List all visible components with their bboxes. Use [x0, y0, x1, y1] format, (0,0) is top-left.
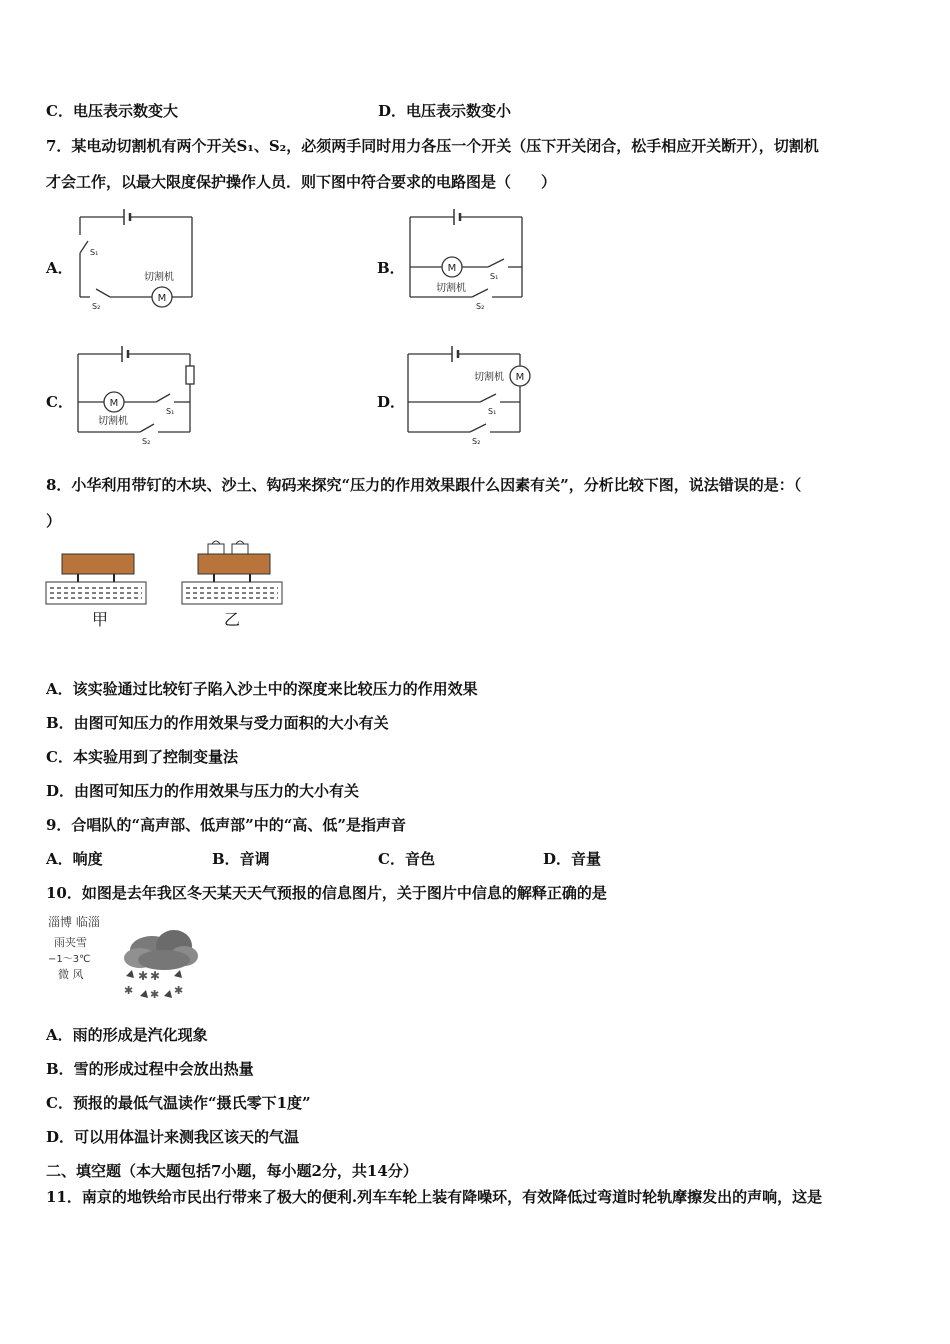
q8-option-c: C．本实验用到了控制变量法 [46, 748, 238, 766]
q10-option-a: A．雨的形成是汽化现象 [46, 1026, 208, 1044]
s1-label-a: S₁ [90, 248, 99, 257]
motor-label-d: M [515, 372, 525, 383]
sleet-icon [124, 969, 183, 1001]
q7-label-b: B． [377, 259, 405, 277]
q8-option-a: A．该实验通过比较钉子陷入沙土中的深度来比较压力的作用效果 [46, 680, 478, 698]
s2-label-c: S₂ [142, 437, 151, 446]
circuit-diagram-c [70, 340, 200, 452]
q10-option-c: C．预报的最低气温读作“摄氏零下1度” [46, 1094, 311, 1112]
s1-label-b: S₁ [490, 272, 499, 281]
svg-text:✱: ✱ [174, 984, 184, 997]
pressure-figure-yi [176, 538, 286, 632]
pressure-figure-jia [40, 548, 150, 632]
s1-label-c: S₁ [166, 407, 175, 416]
q7-label-c: C． [46, 393, 73, 411]
q9-option-c: C．音色 [378, 850, 435, 868]
q9-option-d: D．音量 [543, 850, 602, 868]
cutter-label-c: 切割机 [98, 416, 128, 427]
motor-label-a: M [157, 293, 167, 304]
motor-label-c: M [109, 398, 119, 409]
weather-forecast-figure [44, 910, 204, 1006]
q11-stem: 11．南京的地铁给市民出行带来了极大的便利.列车车轮上装有降噪环，有效降低过弯道时轮轨摩擦发出的声响，这是 [46, 1188, 823, 1206]
figure-label-jia: 甲 [91, 610, 109, 629]
weather-condition: 雨夹雪 [54, 936, 87, 949]
svg-text:✱: ✱ [124, 984, 134, 997]
s1-label-d: S₁ [488, 407, 497, 416]
circuit-diagram-d [400, 340, 540, 452]
q10-option-d: D．可以用体温计来测我区该天的气温 [46, 1128, 300, 1146]
q9-option-b: B．音调 [212, 850, 270, 868]
q7-stem-line-2: 才会工作，以最大限度保护操作人员．则下图中符合要求的电路图是（ ） [46, 173, 557, 191]
figure-label-yi: 乙 [223, 610, 241, 629]
weather-city: 淄博 临淄 [48, 915, 100, 929]
weather-wind: 微 风 [58, 968, 84, 981]
q10-stem: 10．如图是去年我区冬天某天天气预报的信息图片，关于图片中信息的解释正确的是 [46, 884, 607, 902]
q8-option-d: D．由图可知压力的作用效果与压力的大小有关 [46, 782, 360, 800]
s2-label-a: S₂ [92, 302, 101, 311]
weather-temp: −1～3℃ [48, 954, 91, 965]
circuit-diagram-b [402, 205, 532, 315]
svg-text:✱: ✱ [138, 969, 149, 983]
cloud-icon [124, 930, 198, 970]
q9-option-a: A．响度 [46, 850, 103, 868]
q10-option-b: B．雪的形成过程中会放出热量 [46, 1060, 254, 1078]
s2-label-b: S₂ [476, 302, 485, 311]
cutter-label-d: 切割机 [474, 372, 504, 383]
svg-text:✱: ✱ [150, 969, 161, 983]
circuit-diagram-a [72, 205, 202, 315]
q7-label-a: A． [46, 259, 73, 277]
section-2-title: 二、填空题（本大题包括7小题，每小题2分，共14分） [46, 1162, 418, 1180]
cutter-label-b: 切割机 [436, 283, 466, 294]
cutter-label-a: 切割机 [144, 272, 174, 283]
q6-option-d: D．电压表示数变小 [378, 102, 512, 120]
q6-option-c: C．电压表示数变大 [46, 102, 178, 120]
q9-stem: 9．合唱队的“高声部、低声部”中的“高、低”是指声音 [46, 816, 406, 834]
q8-stem-line-2: ） [46, 512, 62, 530]
motor-label-b: M [447, 263, 457, 274]
s2-label-d: S₂ [472, 437, 481, 446]
q7-stem-line-1: 7．某电动切割机有两个开关S₁、S₂，必须两手同时用力各压一个开关（压下开关闭合，松手相应开关断开），切割机 [46, 137, 819, 155]
q8-option-b: B．由图可知压力的作用效果与受力面积的大小有关 [46, 714, 389, 732]
svg-text:✱: ✱ [150, 988, 160, 1001]
q8-stem-line-1: 8．小华利用带钉的木块、沙土、钩码来探究“压力的作用效果跟什么因素有关”，分析比较下图，说法错误的是：（ [46, 476, 802, 494]
q7-label-d: D． [377, 393, 406, 411]
